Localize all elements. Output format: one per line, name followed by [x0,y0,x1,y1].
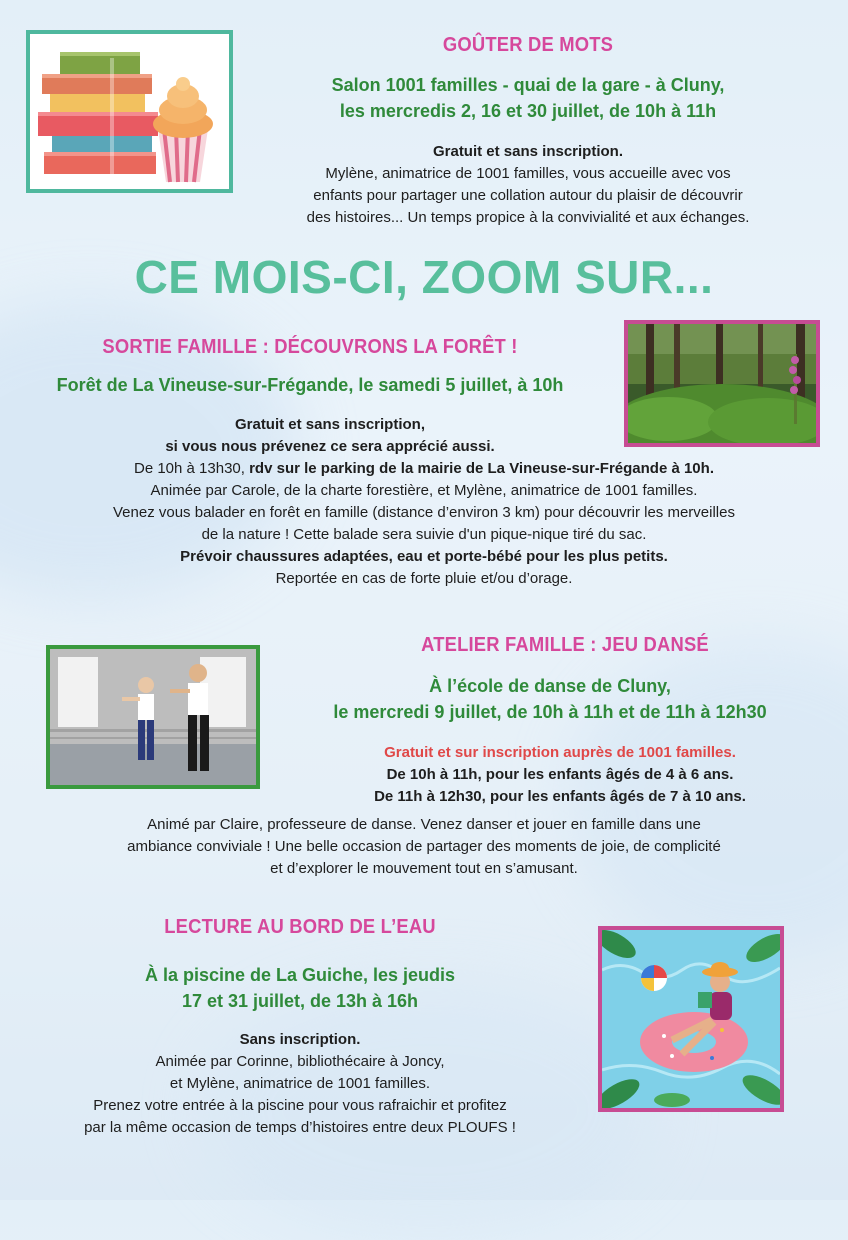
gouter-place-line2: les mercredis 2, 16 et 30 juillet, de 10h à 11h [339,101,717,121]
sortie-rdv [0,458,848,480]
atelier-place [270,673,830,725]
gouter-place [250,72,806,124]
atelier-age2: De 11h à 12h30, pour les enfants âgés de 7 à 10 ans. [374,788,746,805]
books-cupcake-image [26,30,233,193]
books-cupcake-icon [30,34,229,189]
gouter-description [240,141,816,229]
lecture-desc3: Prenez votre entrée à la piscine pour vous rafraichir et profitez [93,1097,507,1114]
sortie-details [0,458,848,590]
gouter-desc1: Mylène, animatrice de 1001 familles, vous accueille avec vos [325,165,731,182]
pool-reading-image [598,926,784,1112]
lecture-desc1: Animée par Corinne, bibliothécaire à Joncy, [155,1053,445,1070]
atelier-description [0,814,848,880]
atelier-title: ATELIER FAMILLE : JEU DANSÉ [421,634,709,656]
gouter-desc3: des histoires... Un temps propice à la convivialité et aux échanges. [306,209,750,226]
sortie-venez2: de la nature ! Cette balade sera suivie d'un pique-nique tiré du sac. [201,526,647,543]
lecture-place [100,962,500,1014]
forest-image [624,320,820,447]
lecture-place2: 17 et 31 juillet, de 13h à 16h [181,991,419,1011]
sortie-rdv-bold: rdv sur le parking de la mairie de La Vineuse-sur-Frégande à 10h. [249,460,714,477]
sortie-anime: Animée par Carole, de la charte forestière, et Mylène, animatrice de 1001 familles. [150,482,698,499]
sortie-place: Forêt de La Vineuse-sur-Frégande, le samedi 5 juillet, à 10h [56,375,564,395]
sortie-free [80,414,580,458]
sortie-free1: Gratuit et sans inscription, [234,416,426,433]
lecture-free: Sans inscription. [239,1031,361,1048]
sortie-prevoir: Prévoir chaussures adaptées, eau et porte-bébé pour les plus petits. [180,548,668,565]
atelier-desc3: et d’explorer le mouvement tout en s’amusant. [270,860,578,877]
gouter-place-line1: Salon 1001 familles - quai de la gare - à Cluny, [331,75,725,95]
sortie-rdv-prefix: De 10h à 13h30, [134,460,250,477]
gouter-free: Gratuit et sans inscription. [432,143,624,160]
zoom-heading: CE MOIS-CI, ZOOM SUR... [134,251,714,303]
pool-reading-icon [602,930,780,1108]
lecture-place1: À la piscine de La Guiche, les jeudis [144,965,456,985]
dance-icon [50,649,256,785]
sortie-reportee: Reportée en cas de forte pluie et/ou d’orage. [275,570,573,587]
atelier-inscription: Gratuit et sur inscription auprès de 1001 familles. [384,744,736,761]
atelier-age1: De 10h à 11h, pour les enfants âgés de 4 à 6 ans. [386,766,734,783]
atelier-place2: le mercredi 9 juillet, de 10h à 11h et de 11h à 12h30 [333,702,767,722]
lecture-desc4: par la même occasion de temps d’histoires entre deux PLOUFS ! [84,1119,516,1136]
gouter-desc2: enfants pour partager une collation autour du plaisir de découvrir [313,187,743,204]
sortie-title: SORTIE FAMILLE : DÉCOUVRONS LA FORÊT ! [102,336,518,358]
atelier-desc1: Animé par Claire, professeure de danse. Venez danser et jouer en famille dans une [147,816,701,833]
atelier-place1: À l’école de danse de Cluny, [429,676,671,696]
lecture-title: LECTURE AU BORD DE L’EAU [164,916,436,938]
atelier-info [300,742,820,808]
lecture-desc2: et Mylène, animatrice de 1001 familles. [169,1075,431,1092]
sortie-venez1: Venez vous balader en forêt en famille (distance d’environ 3 km) pour découvrir les merveilles [113,504,735,521]
lecture-description [20,1029,580,1139]
gouter-title: GOÛTER DE MOTS [442,34,614,56]
dance-image [46,645,260,789]
sortie-free2: si vous nous prévenez ce sera apprécié aussi. [165,438,495,455]
forest-icon [628,324,816,443]
atelier-desc2: ambiance conviviale ! Une belle occasion de partager des moments de joie, de complicité [127,838,721,855]
